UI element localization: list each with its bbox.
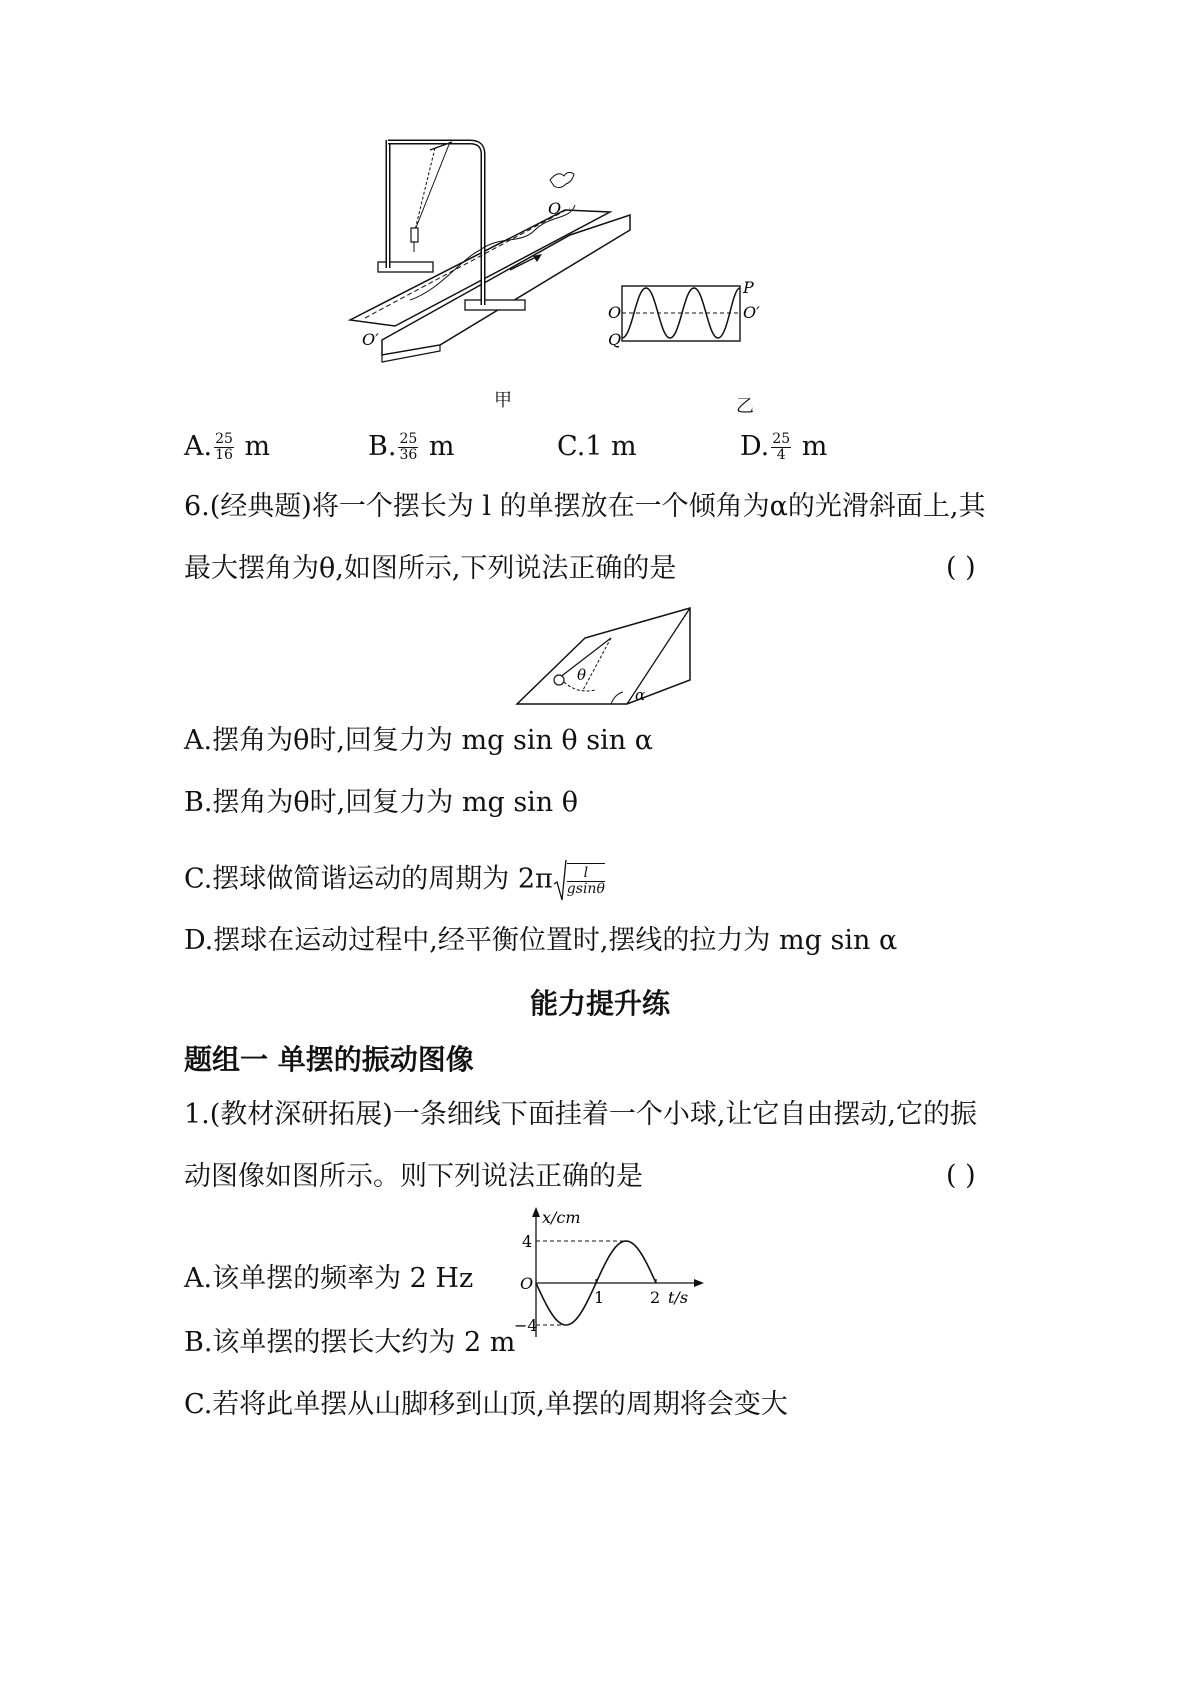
q1-option-c: C.若将此单摆从山脚移到山顶,单摆的周期将会变大 [184,1389,788,1420]
origin-label: O [520,1274,534,1293]
q5-option-a: A. $\frac{25}{16}$ m [184,431,271,463]
x-axis-arrow [694,1279,704,1287]
x-tick-2: 2 [650,1288,661,1307]
figure-pendulum-apparatus [362,140,850,410]
x-tick-1: 1 [594,1288,605,1307]
label-o-prime-left: O′ [362,330,379,349]
q5-option-c: C.1 m [557,431,637,462]
q1-stem-line2: 动图像如图所示。则下列说法正确的是 [184,1161,643,1192]
q6-option-b: B.摆角为θ时,回复力为 mg sin θ [184,787,579,818]
q1-answer-paren: ( ) [946,1160,976,1191]
y-tick-4: 4 [522,1232,533,1251]
q1-stem-line1: 1.(教材深研拓展)一条细线下面挂着一个小球,让它自由摆动,它的振 [184,1099,977,1130]
q6-answer-paren: ( ) [946,552,976,583]
caption-yi: 乙 [736,396,754,417]
y-tick-minus-4: −4 [514,1316,538,1335]
sqrt-expression: $\frac{l}{gsin\theta}$ [553,858,607,902]
label-alpha: α [635,686,646,704]
caption-jia: 甲 [494,390,512,411]
q5-option-b: B. $\frac{25}{36}$ m [368,431,455,463]
y-axis-label: x/cm [542,1208,581,1227]
q1-option-b: B.该单摆的摆长大约为 2 m [184,1327,516,1358]
q6-stem-line1: 6.(经典题)将一个摆长为 l 的单摆放在一个倾角为α的光滑斜面上,其 [184,491,986,522]
group-title: 题组一 单摆的振动图像 [184,1043,474,1076]
vibration-chart [500,1205,710,1345]
figure-incline-pendulum [515,608,695,708]
label-theta: θ [577,666,587,684]
section-title: 能力提升练 [529,987,670,1020]
label-o-right: O [608,303,622,322]
label-o-prime-right: O′ [743,303,760,322]
q6-option-c: C.摆球做简谐运动的周期为 2π $\frac{l}{gsin\theta}$ [184,858,607,902]
y-axis-arrow [532,1207,540,1217]
label-q: Q [608,330,622,349]
q6-stem-line2: 最大摆角为θ,如图所示,下列说法正确的是 [184,553,677,584]
q6-option-d: D.摆球在运动过程中,经平衡位置时,摆线的拉力为 mg sin α [184,925,898,956]
x-axis-label: t/s [668,1288,689,1307]
label-p: P [743,278,754,297]
q1-option-a: A.该单摆的频率为 2 Hz [184,1263,474,1294]
q6-option-a: A.摆角为θ时,回复力为 mg sin θ sin α [184,725,653,756]
q5-option-d: D. $\frac{25}{4}$ m [740,431,828,463]
label-o-left: O [548,199,562,218]
